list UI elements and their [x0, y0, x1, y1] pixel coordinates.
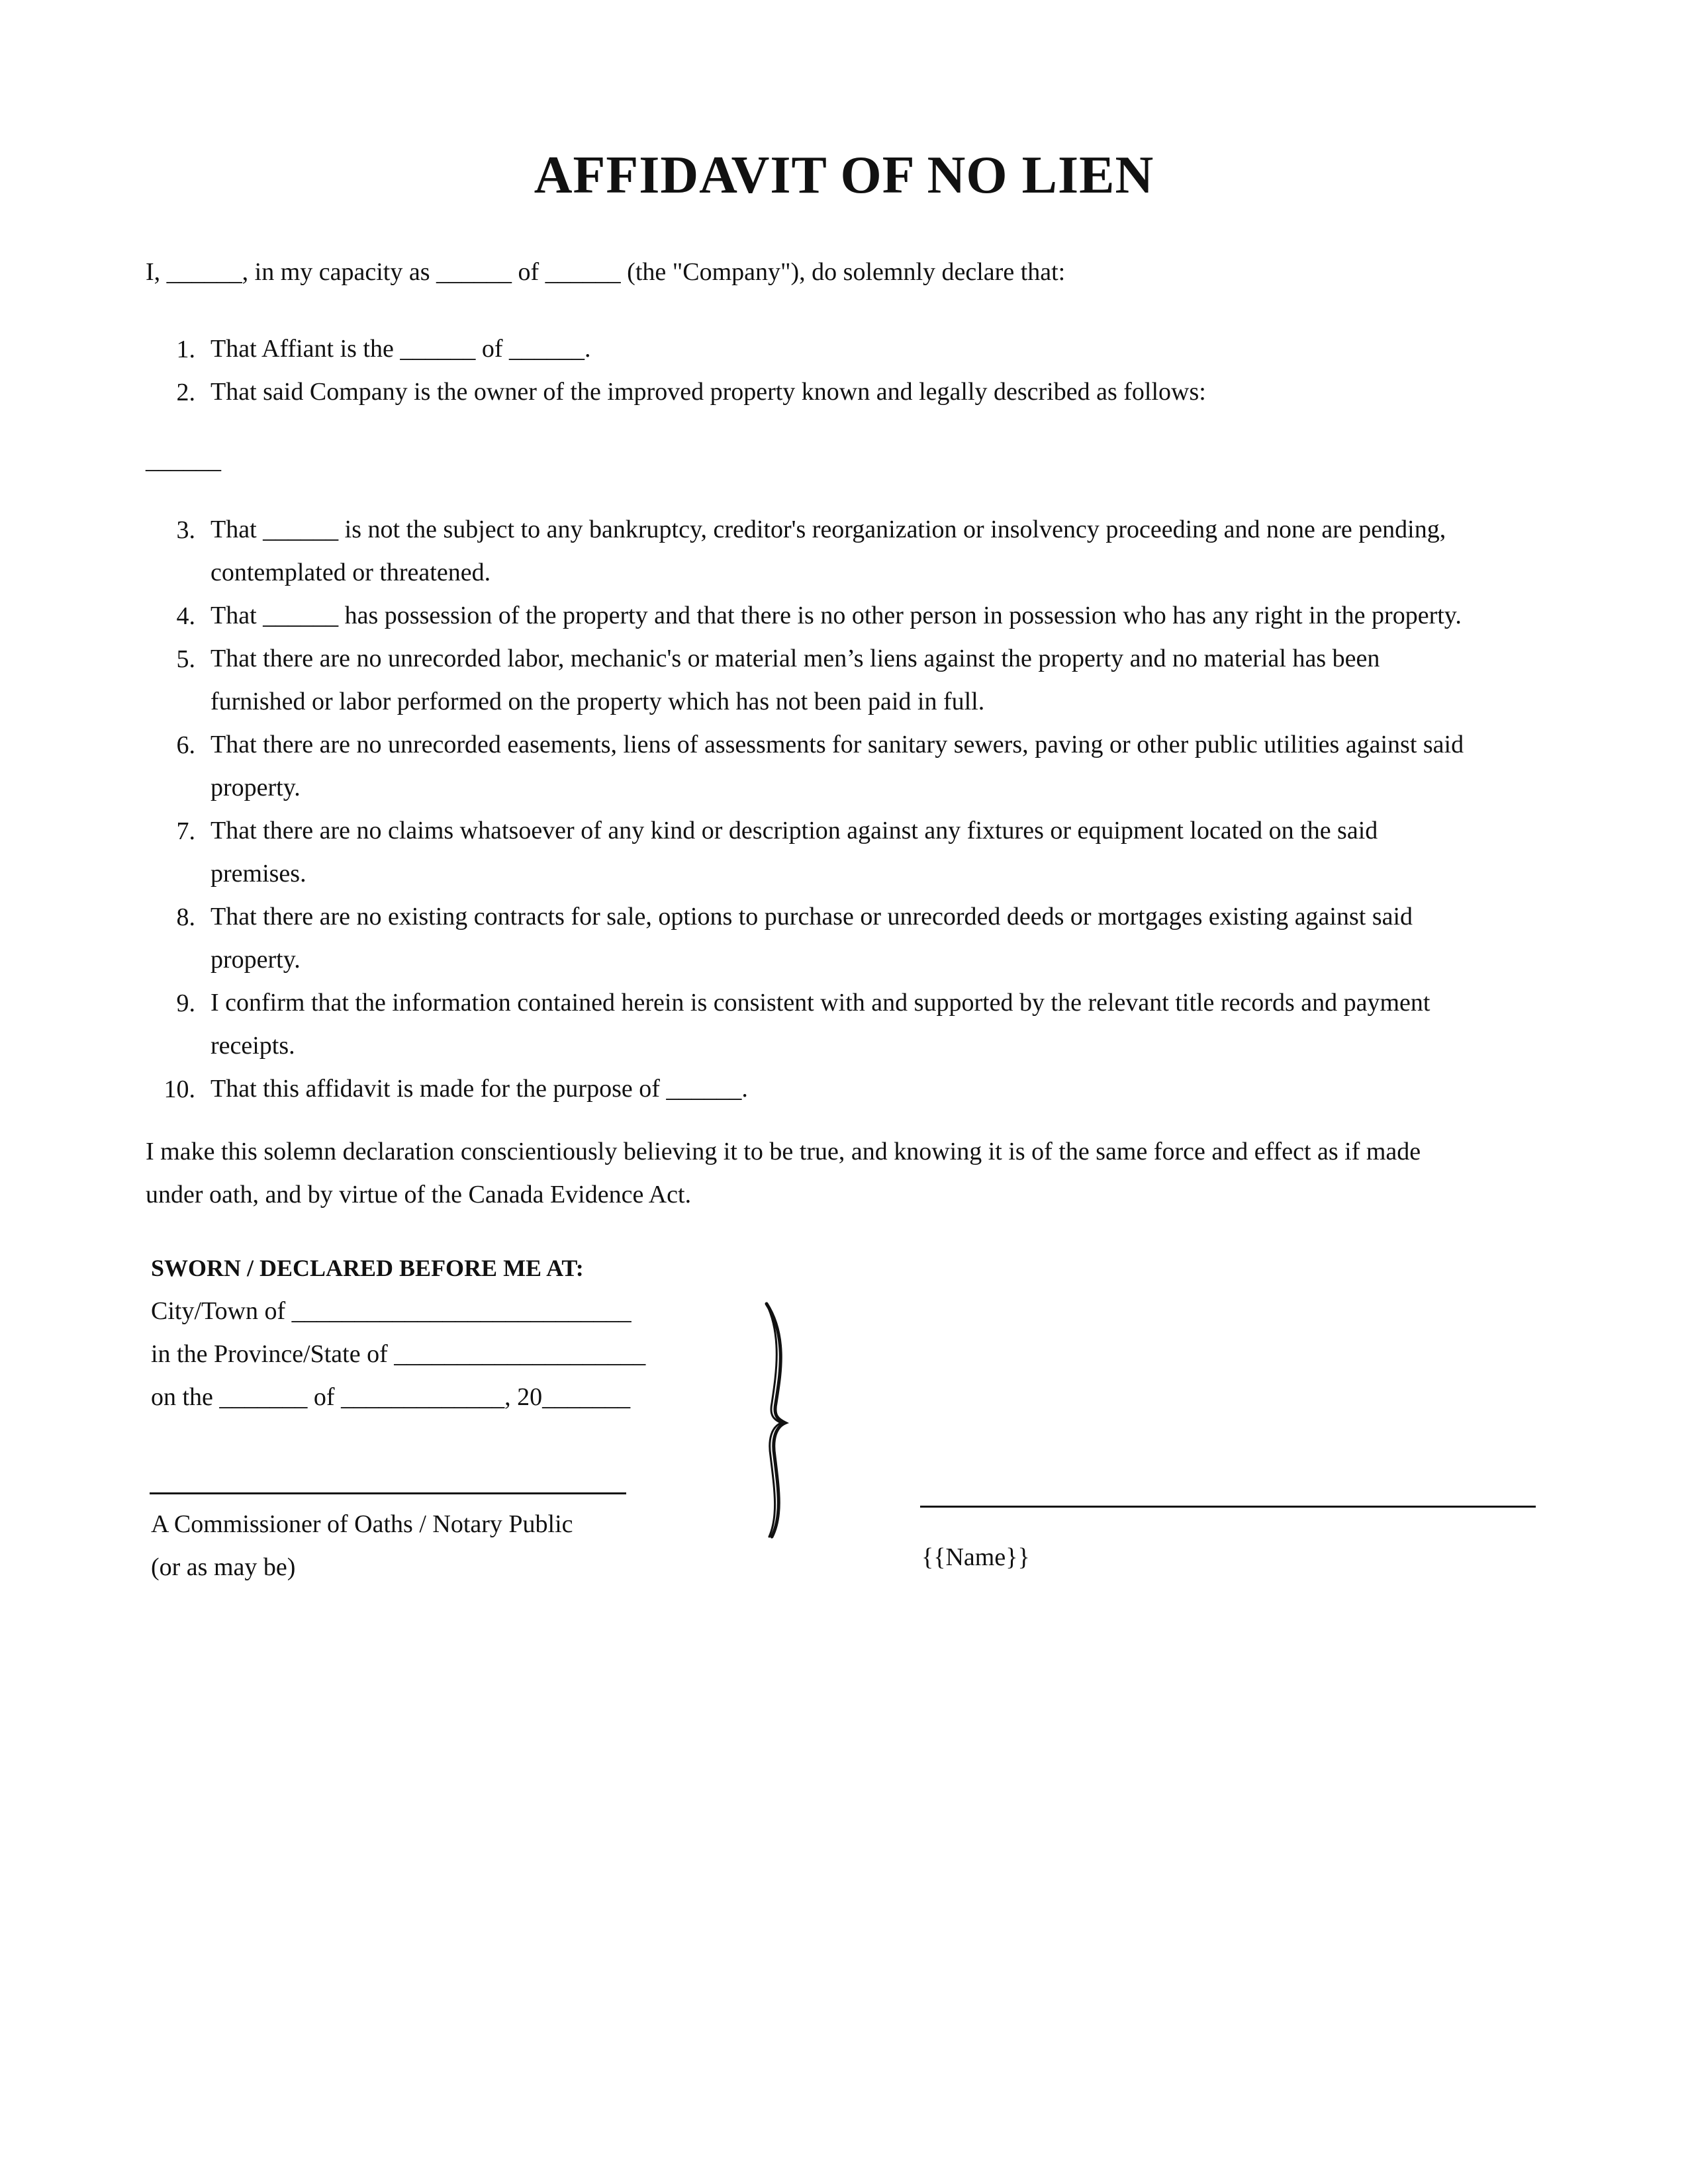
- list-item-text: That there are no unrecorded labor, mechanic's or material men’s liens against the property and no material has been: [211, 645, 1380, 672]
- commissioner-subtitle: (or as may be): [151, 1553, 296, 1581]
- list-item-number: 5.: [176, 645, 195, 673]
- list-item-number: 9.: [176, 989, 195, 1017]
- property-description-blank: ______: [146, 446, 221, 474]
- list-item-text: I confirm that the information contained herein is consistent with and supported by the relevant title records and payment: [211, 989, 1430, 1017]
- list-item-number: 10.: [164, 1075, 195, 1103]
- list-item-text: That said Company is the owner of the improved property known and legally described as follows:: [211, 378, 1206, 406]
- signer-name: {{Name}}: [921, 1543, 1030, 1571]
- list-item-number: 2.: [176, 379, 195, 406]
- date-field: on the _______ of _____________, 20_______: [151, 1383, 631, 1411]
- province-field: in the Province/State of ____________________: [151, 1340, 646, 1368]
- commissioner-signature-line: [150, 1492, 626, 1494]
- list-item-number: 8.: [176, 903, 195, 931]
- affiant-signature-line: [920, 1506, 1536, 1508]
- city-field: City/Town of ___________________________: [151, 1297, 632, 1325]
- sworn-heading: SWORN / DECLARED BEFORE ME AT:: [151, 1255, 584, 1281]
- list-item-text: contemplated or threatened.: [211, 559, 491, 586]
- solemn-declaration: [146, 1130, 1536, 1216]
- list-item-text: That this affidavit is made for the purpose of ______.: [211, 1075, 748, 1103]
- declaration-line: I make this solemn declaration conscientiously believing it to be true, and knowing it is of the same force and effect as if made: [146, 1138, 1421, 1165]
- list-item-text: That there are no claims whatsoever of any kind or description against any fixtures or equipment located on the said: [211, 817, 1378, 844]
- list-item-number: 1.: [176, 336, 195, 363]
- list-item-text: That there are no unrecorded easements, liens of assessments for sanitary sewers, paving or other public utilities against said: [211, 731, 1464, 758]
- bracket-icon: [741, 1297, 794, 1542]
- list-item-number: 7.: [176, 817, 195, 845]
- commissioner-title: A Commissioner of Oaths / Notary Public: [151, 1510, 573, 1538]
- list-item-text: That ______ has possession of the property and that there is no other person in possession who has any right in the property.: [211, 602, 1462, 629]
- list-item-text: receipts.: [211, 1032, 295, 1060]
- list-item-text: That Affiant is the ______ of ______.: [211, 335, 591, 363]
- list-item-number: 6.: [176, 731, 195, 759]
- document-title: AFFIDAVIT OF NO LIEN: [534, 146, 1154, 205]
- list-item-text: furnished or labor performed on the property which has not been paid in full.: [211, 688, 985, 715]
- list-item-number: 4.: [176, 602, 195, 630]
- list-item-text: property.: [211, 774, 301, 801]
- list-item-text: That there are no existing contracts for sale, options to purchase or unrecorded deeds or mortgages existing against said: [211, 903, 1413, 931]
- list-item-number: 3.: [176, 516, 195, 544]
- list-item-text: premises.: [211, 860, 306, 887]
- list-item-text: property.: [211, 946, 301, 974]
- list-item-text: That ______ is not the subject to any bankruptcy, creditor's reorganization or insolvency proceeding and none are pending,: [211, 516, 1446, 543]
- intro-paragraph: I, ______, in my capacity as ______ of ______ (the "Company"), do solemnly declare that:: [146, 258, 1066, 286]
- declaration-line: under oath, and by virtue of the Canada Evidence Act.: [146, 1181, 692, 1208]
